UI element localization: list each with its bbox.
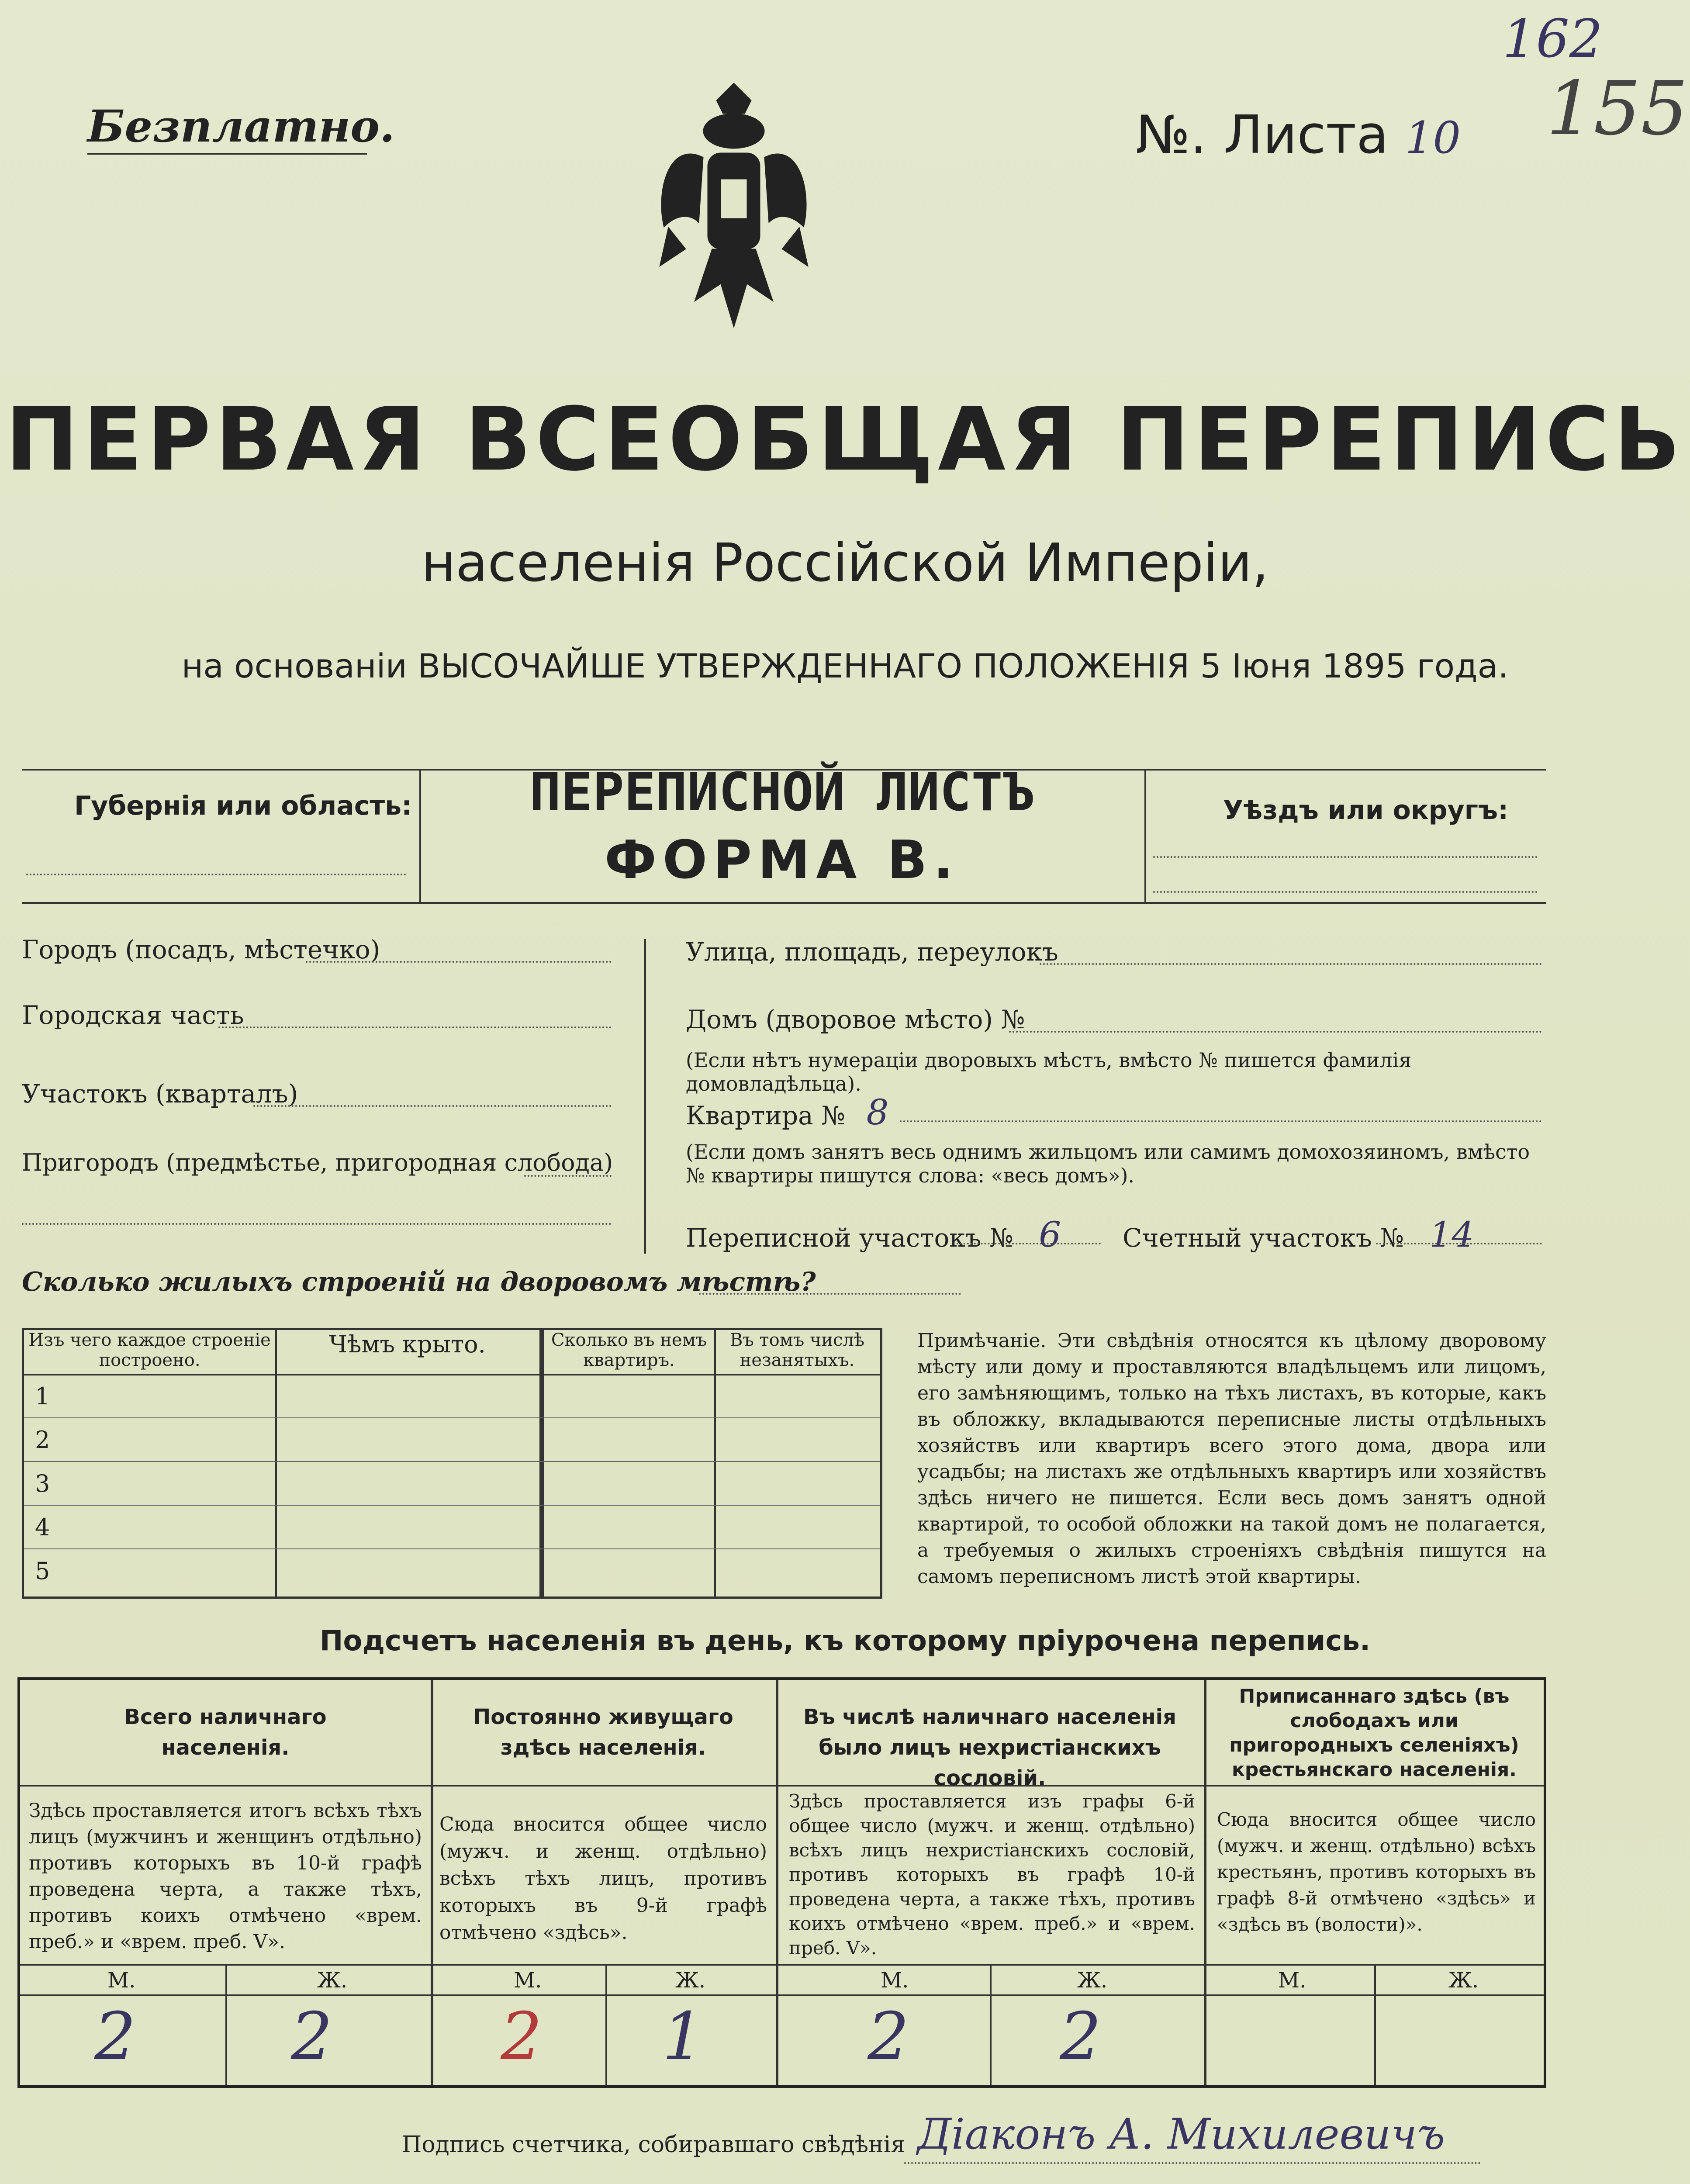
count-col2-f-label: Ж.: [675, 1968, 706, 1993]
sheet-number-value: 10: [1405, 112, 1461, 163]
buildings-row-4: 4: [35, 1514, 50, 1541]
buildings-header-rule: [24, 1374, 880, 1375]
buildings-row-3: 3: [35, 1470, 50, 1497]
house-field[interactable]: [1009, 1031, 1542, 1033]
count-district-field[interactable]: [1376, 1243, 1542, 1244]
district-field-1[interactable]: [1153, 856, 1538, 858]
census-district-value: 6: [1039, 1214, 1061, 1255]
count-col2-m-label: М.: [514, 1968, 542, 1993]
street-field[interactable]: [1040, 963, 1542, 965]
city-label: Городъ (посадъ, мѣстечко): [22, 935, 380, 964]
count-col2-m-value: 2: [501, 1999, 543, 2075]
buildings-col-rule-1: [275, 1330, 277, 1597]
city-part-label: Городская часть: [22, 1000, 244, 1030]
count-col3-m-label: М.: [881, 1968, 909, 1993]
count-mf-split-4: [1374, 1964, 1376, 2085]
count-col4-desc: Сюда вносится общее число (мужч. и женщ. отдѣльно) всѣхъ крестьянъ, противъ которыхъ въ графѣ 8-й отмѣчено «здѣсь» и «здѣсь въ (волости)».: [1217, 1809, 1536, 1935]
count-col3-f-label: Ж.: [1077, 1968, 1108, 1993]
count-col1-f-value: 2: [291, 1999, 333, 2075]
sheet-number-label: №. Листа 10: [1136, 105, 1461, 166]
band-right-divider: [1144, 769, 1146, 904]
buildings-row-rule: [24, 1461, 880, 1462]
suburb-label: Пригородъ (предмѣстье, пригородная слобода): [22, 1149, 613, 1176]
district-label: Уѣздъ или округъ:: [1223, 795, 1509, 826]
buildings-col-roof: Чѣмъ крыто.: [329, 1330, 486, 1358]
count-mf-split-2: [605, 1964, 607, 2085]
census-district-label: Переписной участокъ № 6: [686, 1214, 1061, 1255]
buildings-col-apartments: Сколько въ немъ квартиръ.: [551, 1330, 707, 1370]
apartment-value: 8: [866, 1092, 889, 1133]
count-table: [17, 1677, 1546, 2088]
count-district-label: Счетный участокъ № 14: [1123, 1214, 1474, 1255]
count-col4-heading: Приписаннаго здѣсь (въ слободахъ или пригородныхъ селеніяхъ) крестьянскаго населенія.: [1229, 1685, 1519, 1781]
count-col3-f-value: 2: [1060, 1999, 1102, 2075]
count-mf-split-1: [225, 1964, 227, 2085]
count-col4-m-label: М.: [1278, 1968, 1306, 1993]
count-col1-m-label: М.: [107, 1968, 136, 1993]
buildings-row-1: 1: [35, 1382, 50, 1410]
buildings-answer-field[interactable]: [699, 1293, 961, 1295]
count-col-rule-2: [776, 1680, 778, 2085]
buildings-row-2: 2: [35, 1426, 50, 1454]
free-underline: [87, 153, 367, 155]
count-col1-heading: Всего наличнаго населенія.: [124, 1705, 327, 1760]
count-col2-f-value: 1: [662, 1999, 704, 2075]
enumerator-signature-label: Подпись счетчика, собиравшаго свѣдѣнія: [402, 2132, 905, 2158]
suburb-field-1[interactable]: [524, 1175, 612, 1177]
buildings-row-5: 5: [35, 1557, 50, 1585]
count-district-value: 14: [1429, 1214, 1474, 1255]
census-title: ПЕРВАЯ ВСЕОБЩАЯ ПЕРЕПИСЬ: [5, 389, 1685, 491]
count-mf-split-3: [990, 1964, 992, 2085]
count-col1-desc: Здѣсь проставляется итогъ всѣхъ тѣхъ лицъ (мужчинъ и женщинъ отдѣльно) противъ которыхъ въ 10-й графѣ проведена черта, а также тѣхъ, противъ коихъ отмѣчено «врем. преб.» и «врем. преб. V».: [29, 1800, 422, 1953]
imperial-eagle-emblem: [651, 83, 817, 345]
province-label: Губернія или область:: [74, 791, 412, 821]
signature-line: [904, 2162, 1481, 2164]
count-title: Подсчетъ населенія въ день, къ которому пріурочена перепись.: [319, 1625, 1371, 1657]
house-note: (Если нѣтъ нумераціи дворовыхъ мѣстъ, вмѣсто № пишется фамилія домовладѣльца).: [686, 1048, 1412, 1095]
province-field[interactable]: [26, 874, 406, 875]
count-col1-f-label: Ж.: [317, 1968, 348, 1993]
count-col3-m-value: 2: [867, 1999, 909, 2075]
buildings-table: [22, 1328, 882, 1599]
count-col-rule-3: [1204, 1680, 1206, 2085]
archive-number-side: 155: [1546, 66, 1688, 152]
house-label: Домъ (дворовое мѣсто) №: [686, 1005, 1025, 1034]
street-label: Улица, площадь, переулокъ: [686, 937, 1058, 967]
buildings-row-rule: [24, 1548, 880, 1549]
enumerator-signature: Діаконъ А. Михилевичъ: [917, 2110, 1445, 2159]
census-subtitle: населенія Россійской Имперіи,: [421, 533, 1269, 594]
precinct-label: Участокъ (кварталъ): [22, 1079, 298, 1109]
address-divider: [644, 939, 646, 1254]
count-col4-f-label: Ж.: [1448, 1968, 1479, 1993]
census-basis: на основаніи ВЫСОЧАЙШЕ УТВЕРЖДЕННАГО ПОЛОЖЕНІЯ 5 Іюня 1895 года.: [181, 646, 1509, 685]
archive-number-top: 162: [1503, 9, 1603, 69]
count-col1-m-value: 2: [94, 1999, 136, 2075]
count-col-rule-1: [431, 1680, 433, 2085]
buildings-note: Примѣчаніе. Эти свѣдѣнія относятся къ цѣлому дворовому мѣсту или дому и проставляются владѣльцемъ или лицомъ, его замѣняющимъ, только на тѣхъ листахъ, въ которые, какъ въ обложку, вкладываются переписные листы отдѣльныхъ хозяйствъ или квартиръ всего этого дома, двора или усадьбы; на листахъ же отдѣльныхъ квартиръ или хозяйствъ здѣсь ничего не пишется. Если весь домъ занятъ одной квартирой, то особой обложки на такой домъ не полагается, а требуемыя о жилыхъ строеніяхъ свѣдѣнія пишутся на самомъ переписномъ листѣ этой квартиры.: [917, 1330, 1546, 1588]
buildings-row-rule: [24, 1417, 880, 1418]
count-col3-desc: Здѣсь проставляется изъ графы 6-й общее число (мужч. и женщ. отдѣльно) всѣхъ лицъ нехристіанскихъ сословій, противъ которыхъ въ графѣ 10-й проведена черта, а также тѣхъ, противъ коихъ отмѣчено «врем. преб.» и «врем. преб. V».: [789, 1790, 1195, 1959]
city-part-field[interactable]: [218, 1026, 612, 1028]
buildings-row-rule: [24, 1505, 880, 1506]
count-col2-desc: Сюда вносится общее число (мужч. и женщ. отдѣльно) всѣхъ тѣхъ лицъ, противъ которыхъ въ 9-й графѣ отмѣчено «здѣсь».: [439, 1813, 767, 1944]
buildings-col-material: Изъ чего каждое строеніе построено.: [28, 1330, 271, 1370]
precinct-field[interactable]: [253, 1105, 612, 1107]
free-label: Безплатно.: [87, 100, 395, 152]
count-heading-rule: [20, 1785, 1544, 1787]
count-col2-heading: Постоянно живущаго здѣсь населенія.: [473, 1705, 733, 1760]
apartment-note: (Если домъ занятъ весь однимъ жильцомъ или самимъ домохозяиномъ, вмѣсто № квартиры пишутся слова: «весь домъ»).: [686, 1140, 1530, 1187]
band-bottom-rule: [22, 902, 1546, 904]
form-name: ФОРМА В.: [604, 830, 960, 891]
apartment-label: Квартира № 8: [686, 1092, 889, 1133]
buildings-col-rule-2: [539, 1330, 544, 1597]
buildings-col-rule-3: [714, 1330, 716, 1597]
apartment-field[interactable]: [900, 1120, 1542, 1122]
buildings-col-vacant: Въ томъ числѣ незанятыхъ.: [729, 1330, 865, 1370]
count-mf-rule: [20, 1994, 1544, 1996]
count-col3-heading: Въ числѣ наличнаго населенія было лицъ нехристіанскихъ сословій.: [803, 1705, 1176, 1790]
city-field[interactable]: [306, 961, 612, 963]
census-district-field[interactable]: [957, 1243, 1101, 1244]
count-desc-rule: [20, 1964, 1544, 1966]
buildings-question: Сколько жилыхъ строеній на дворовомъ мѣстѣ?: [22, 1267, 816, 1297]
suburb-field-2[interactable]: [22, 1223, 612, 1225]
district-field-2[interactable]: [1153, 891, 1538, 893]
form-title: ПЕРЕПИСНОЙ ЛИСТЪ: [529, 762, 1034, 823]
